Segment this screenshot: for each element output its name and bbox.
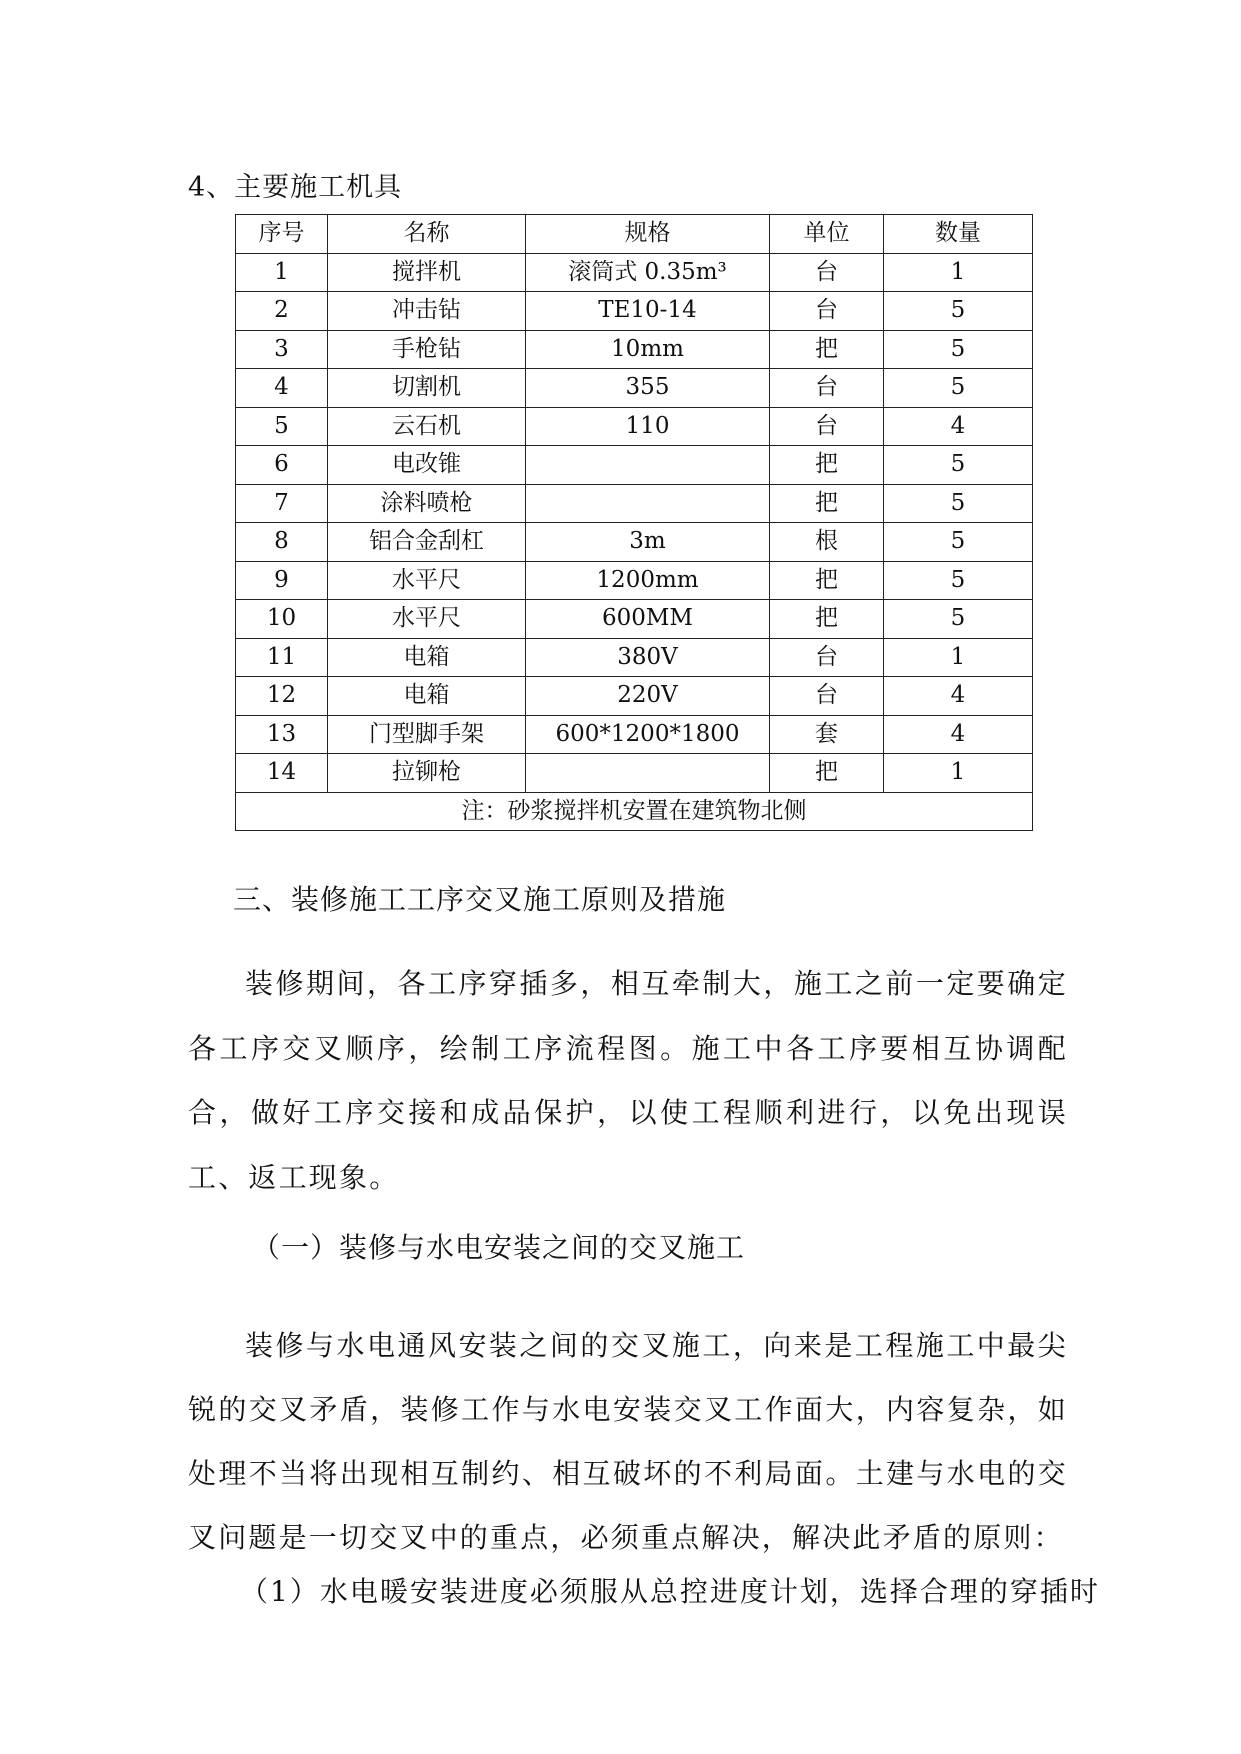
header-quantity: 数量	[884, 215, 1033, 254]
cell-quantity: 5	[884, 292, 1033, 331]
cell-name: 拉铆枪	[328, 754, 526, 793]
cell-unit: 台	[770, 677, 884, 716]
cell-spec: 600MM	[526, 600, 770, 639]
header-name: 名称	[328, 215, 526, 254]
table-row	[236, 561, 1033, 600]
table-row	[236, 330, 1033, 369]
cell-spec: 3m	[526, 523, 770, 562]
subheading: （一）装修与水电安装之间的交叉施工	[252, 1231, 746, 1264]
cell-index: 11	[236, 638, 328, 677]
cell-quantity: 4	[884, 677, 1033, 716]
table-row	[236, 407, 1033, 446]
cell-name: 冲击钻	[328, 292, 526, 331]
paragraph: 装修期间，各工序穿插多，相互牵制大，施工之前一定要确定各工序交叉顺序，绘制工序流程图。施工中各工序要相互协调配合，做好工序交接和成品保护，以使工程顺利进行，以免出现误工、返工现象。	[188, 967, 1068, 1194]
table-row	[236, 253, 1033, 292]
cell-index: 8	[236, 523, 328, 562]
cell-spec	[526, 754, 770, 793]
cell-quantity: 5	[884, 484, 1033, 523]
cell-unit: 根	[770, 523, 884, 562]
cell-unit: 把	[770, 484, 884, 523]
cell-index: 5	[236, 407, 328, 446]
cell-index: 10	[236, 600, 328, 639]
cell-index: 13	[236, 715, 328, 754]
cell-spec: 滚筒式 0.35m³	[526, 253, 770, 292]
cell-unit: 台	[770, 407, 884, 446]
cell-name: 电箱	[328, 638, 526, 677]
table-body	[236, 253, 1033, 792]
cell-unit: 把	[770, 446, 884, 485]
table-row	[236, 369, 1033, 408]
cell-index: 2	[236, 292, 328, 331]
cell-spec: 600*1200*1800	[526, 715, 770, 754]
cell-name: 切割机	[328, 369, 526, 408]
cell-index: 4	[236, 369, 328, 408]
header-spec: 规格	[526, 215, 770, 254]
cell-spec: 110	[526, 407, 770, 446]
header-unit: 单位	[770, 215, 884, 254]
cell-spec: 10mm	[526, 330, 770, 369]
header-index: 序号	[236, 215, 328, 254]
cell-unit: 台	[770, 638, 884, 677]
list-item: （1）水电暖安装进度必须服从总控进度计划，选择合理的穿插时	[240, 1575, 1100, 1608]
cell-index: 6	[236, 446, 328, 485]
table-row	[236, 292, 1033, 331]
table-note: 注：砂浆搅拌机安置在建筑物北侧	[236, 792, 1033, 831]
cell-name: 铝合金刮杠	[328, 523, 526, 562]
cell-name: 水平尺	[328, 561, 526, 600]
table-row	[236, 600, 1033, 639]
cell-quantity: 4	[884, 715, 1033, 754]
cell-spec	[526, 446, 770, 485]
table-row	[236, 446, 1033, 485]
paragraph: 装修与水电通风安装之间的交叉施工，向来是工程施工中最尖锐的交叉矛盾，装修工作与水电安装交叉工作面大，内容复杂，如处理不当将出现相互制约、相互破坏的不利局面。土建与水电的交叉问题是一切交叉中的重点，必须重点解决，解决此矛盾的原则：	[188, 1329, 1068, 1554]
cell-name: 门型脚手架	[328, 715, 526, 754]
cell-index: 9	[236, 561, 328, 600]
cell-unit: 台	[770, 292, 884, 331]
cell-index: 3	[236, 330, 328, 369]
table-header-row	[236, 215, 1033, 254]
cell-name: 云石机	[328, 407, 526, 446]
table-row	[236, 638, 1033, 677]
cell-name: 搅拌机	[328, 253, 526, 292]
table-row	[236, 484, 1033, 523]
cell-quantity: 1	[884, 253, 1033, 292]
cell-name: 电箱	[328, 677, 526, 716]
cell-index: 14	[236, 754, 328, 793]
table-row	[236, 715, 1033, 754]
table-note-row	[236, 792, 1033, 831]
cell-spec: 355	[526, 369, 770, 408]
cell-quantity: 5	[884, 369, 1033, 408]
table-row	[236, 754, 1033, 793]
cell-name: 电改锥	[328, 446, 526, 485]
cell-spec: 1200mm	[526, 561, 770, 600]
cell-spec	[526, 484, 770, 523]
cell-index: 1	[236, 253, 328, 292]
cell-index: 7	[236, 484, 328, 523]
cell-quantity: 5	[884, 561, 1033, 600]
section-title: 4、主要施工机具	[188, 172, 403, 203]
cell-name: 涂料喷枪	[328, 484, 526, 523]
cell-unit: 台	[770, 369, 884, 408]
cell-unit: 套	[770, 715, 884, 754]
cell-unit: 把	[770, 561, 884, 600]
cell-spec: TE10-14	[526, 292, 770, 331]
equipment-table	[235, 214, 1033, 831]
cell-quantity: 5	[884, 330, 1033, 369]
cell-unit: 把	[770, 330, 884, 369]
cell-spec: 220V	[526, 677, 770, 716]
cell-quantity: 5	[884, 600, 1033, 639]
table-row	[236, 523, 1033, 562]
cell-index: 12	[236, 677, 328, 716]
cell-unit: 把	[770, 600, 884, 639]
cell-spec: 380V	[526, 638, 770, 677]
cell-unit: 台	[770, 253, 884, 292]
cell-quantity: 5	[884, 523, 1033, 562]
section-heading: 三、装修施工工序交叉施工原则及措施	[233, 883, 727, 916]
cell-quantity: 5	[884, 446, 1033, 485]
table-row	[236, 677, 1033, 716]
cell-quantity: 4	[884, 407, 1033, 446]
cell-name: 水平尺	[328, 600, 526, 639]
cell-quantity: 1	[884, 754, 1033, 793]
cell-name: 手枪钻	[328, 330, 526, 369]
cell-quantity: 1	[884, 638, 1033, 677]
cell-unit: 把	[770, 754, 884, 793]
